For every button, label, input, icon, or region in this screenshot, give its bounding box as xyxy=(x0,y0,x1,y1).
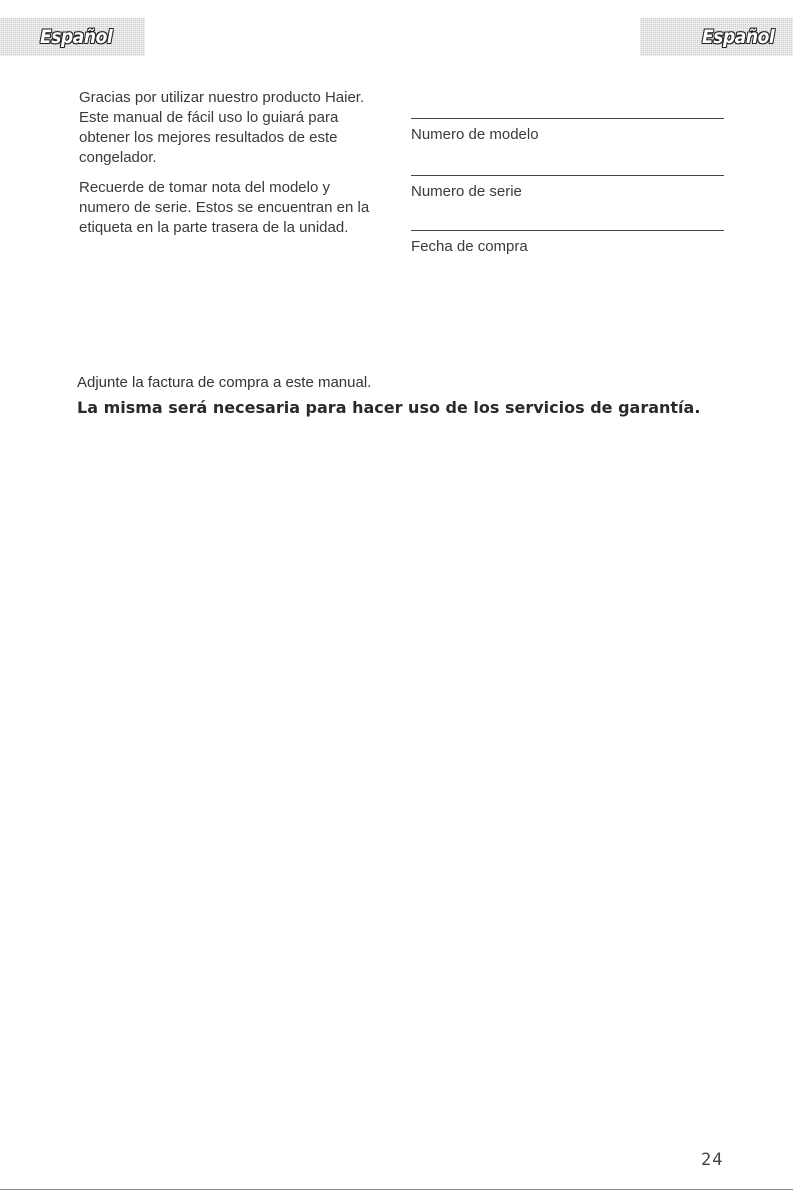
record-field-line xyxy=(411,230,724,231)
page-bottom-rule xyxy=(0,1189,793,1190)
record-field-line xyxy=(411,118,724,119)
language-tab-right xyxy=(640,18,793,56)
record-field-purchase-date xyxy=(411,230,724,255)
intro-text xyxy=(79,88,379,248)
record-field-label: Fecha de compra xyxy=(411,238,528,255)
record-field-label: Numero de modelo xyxy=(411,126,539,143)
record-field-serial xyxy=(411,175,724,200)
warranty-notice: La misma será necesaria para hacer uso de los servicios de garantía. xyxy=(77,398,701,417)
attach-receipt-note: Adjunte la factura de compra a este manual. xyxy=(77,374,372,391)
intro-paragraph-thanks: Gracias por utilizar nuestro producto Haier. Este manual de fácil uso lo guiará para obtener los mejores resultados de este congelador. xyxy=(79,89,365,166)
record-field-label: Numero de serie xyxy=(411,183,522,200)
language-tab-left xyxy=(0,18,145,56)
intro-paragraph-record: Recuerde de tomar nota del modelo y numero de serie. Estos se encuentran en la etiqueta en la parte trasera de la unidad. xyxy=(79,179,370,236)
record-field-line xyxy=(411,175,724,176)
page-number: 24 xyxy=(701,1150,724,1170)
language-tab-label: Español xyxy=(702,26,775,48)
language-tab-label: Español xyxy=(40,26,113,48)
record-field-model xyxy=(411,118,724,143)
